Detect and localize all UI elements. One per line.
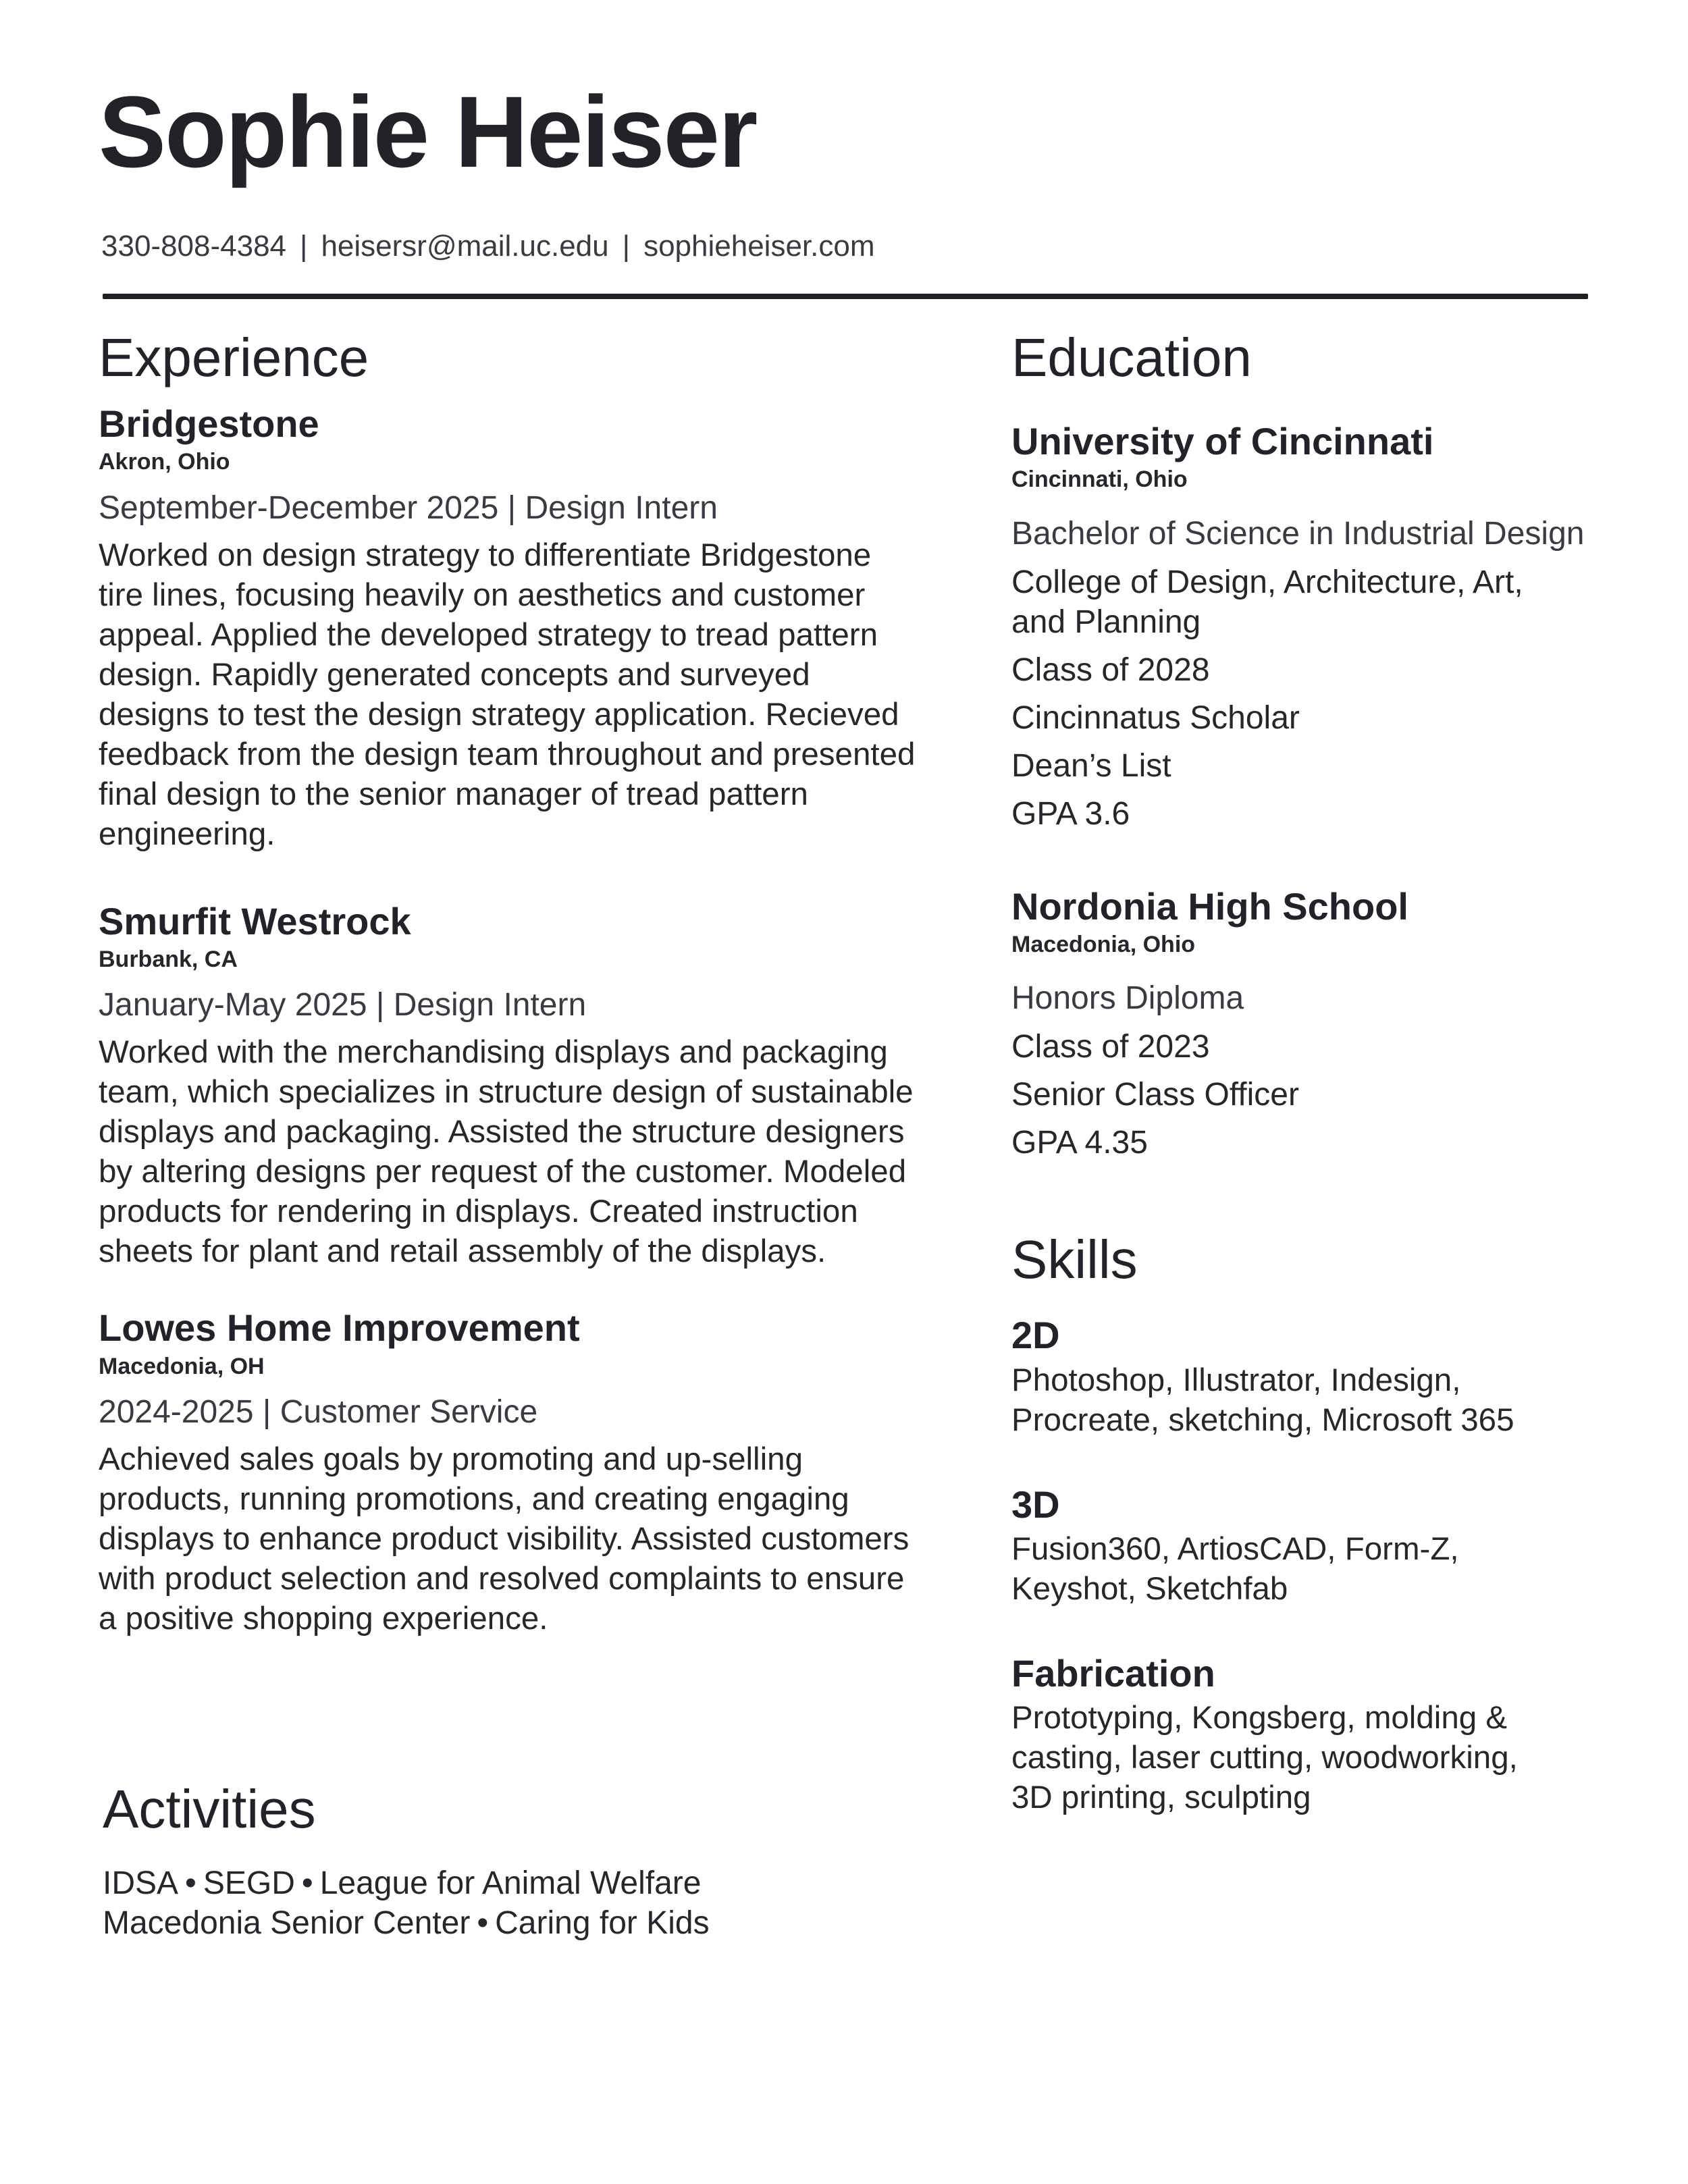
activity-item: IDSA: [103, 1865, 179, 1901]
skill-group: [1011, 1483, 1619, 1609]
school-entry: [1011, 885, 1619, 1163]
school-detail: Class of 2028: [1011, 651, 1210, 688]
school-entry: [1011, 420, 1619, 834]
activity-item: SEGD: [203, 1865, 295, 1901]
bullet-separator: •: [185, 1865, 196, 1901]
school-detail: Cincinnatus Scholar: [1011, 699, 1300, 736]
school-detail: Senior Class Officer: [1011, 1077, 1299, 1113]
job-entry: [99, 402, 922, 854]
activities-heading: Activities: [103, 1779, 316, 1839]
bullet-separator: •: [477, 1905, 489, 1941]
school-location: Cincinnati, Ohio: [1011, 467, 1188, 493]
skill-group-items: Fusion360, ArtiosCAD, Form-Z, Keyshot, Sketchfab: [1011, 1530, 1459, 1607]
experience-section: [99, 327, 922, 1639]
bullet-separator: •: [301, 1865, 313, 1901]
activity-item: League for Animal Welfare: [319, 1865, 702, 1901]
contact-line: [101, 232, 874, 261]
website-link[interactable]: sophieheiser.com: [643, 230, 875, 263]
job-company: Bridgestone: [99, 402, 319, 445]
school-name: University of Cincinnati: [1011, 420, 1434, 462]
school-degree: Bachelor of Science in Industrial Design: [1011, 515, 1585, 552]
activity-item: Macedonia Senior Center: [103, 1905, 471, 1941]
education-skills-column: [1011, 327, 1619, 1817]
contact-separator: |: [300, 230, 308, 263]
email-link[interactable]: heisersr@mail.uc.edu: [321, 230, 609, 263]
school-detail: Class of 2023: [1011, 1029, 1210, 1065]
job-period: January-May 2025 | Design Intern: [99, 987, 587, 1023]
activities-line: [103, 1903, 913, 1943]
skill-group-name: Fabrication: [1011, 1651, 1215, 1695]
skill-group-name: 3D: [1011, 1483, 1060, 1526]
resume-name: Sophie Heiser: [99, 75, 757, 188]
skill-group-name: 2D: [1011, 1314, 1060, 1357]
phone-number: 330-808-4384: [101, 230, 287, 263]
school-detail: GPA 3.6: [1011, 795, 1130, 832]
activity-item: Caring for Kids: [495, 1905, 710, 1941]
activities-section: [103, 1779, 913, 1943]
job-description: Worked with the merchandising displays and packaging team, which specializes in structure design of sustainable displays and packaging. Assisted the structure designers by altering designs per request of the customer. Modeled products for rendering in displays. Created instruction sheets for plant and retail assembly of the displays.: [99, 1034, 914, 1270]
job-period: 2024-2025 | Customer Service: [99, 1393, 538, 1430]
school-name: Nordonia High School: [1011, 884, 1408, 928]
job-period: September-December 2025 | Design Intern: [99, 489, 718, 526]
skills-heading: Skills: [1011, 1229, 1138, 1290]
contact-separator: |: [622, 230, 631, 263]
school-location: Macedonia, Ohio: [1011, 931, 1196, 957]
skill-group-items: Prototyping, Kongsberg, molding & casting, laser cutting, woodworking, 3D printing, sculpting: [1011, 1700, 1518, 1816]
job-location: Akron, Ohio: [99, 449, 230, 475]
job-description: Worked on design strategy to differentiate Bridgestone tire lines, focusing heavily on aesthetics and customer appeal. Applied the developed strategy to tread pattern design. Rapidly generated concepts and surveyed designs to test the design strategy application. Recieved feedback from the design team throughout and presented final design to the senior manager of tread pattern engineering.: [99, 537, 916, 852]
job-description: Achieved sales goals by promoting and up-selling products, running promotions, and creating engaging displays to enhance product visibility. Assisted customers with product selection and resolved complaints to ensure a positive shopping experience.: [99, 1441, 909, 1636]
skill-group-items: Photoshop, Illustrator, Indesign, Procreate, sketching, Microsoft 365: [1011, 1362, 1514, 1438]
experience-heading: Experience: [99, 327, 369, 388]
header-divider: [103, 294, 1588, 299]
school-detail: Dean’s List: [1011, 747, 1171, 784]
job-location: Macedonia, OH: [99, 1353, 265, 1379]
school-degree: Honors Diploma: [1011, 980, 1244, 1017]
skill-group: [1011, 1652, 1619, 1817]
school-detail: GPA 4.35: [1011, 1125, 1148, 1161]
job-entry: [99, 900, 922, 1272]
school-detail: College of Design, Architecture, Art, and Planning: [1011, 564, 1523, 640]
job-company: Smurfit Westrock: [99, 899, 411, 942]
job-company: Lowes Home Improvement: [99, 1306, 580, 1350]
job-location: Burbank, CA: [99, 946, 238, 972]
skill-group: [1011, 1314, 1619, 1439]
skills-section: [1011, 1229, 1619, 1817]
education-heading: Education: [1011, 327, 1252, 388]
job-entry: [99, 1306, 922, 1639]
activities-line: [103, 1863, 913, 1903]
